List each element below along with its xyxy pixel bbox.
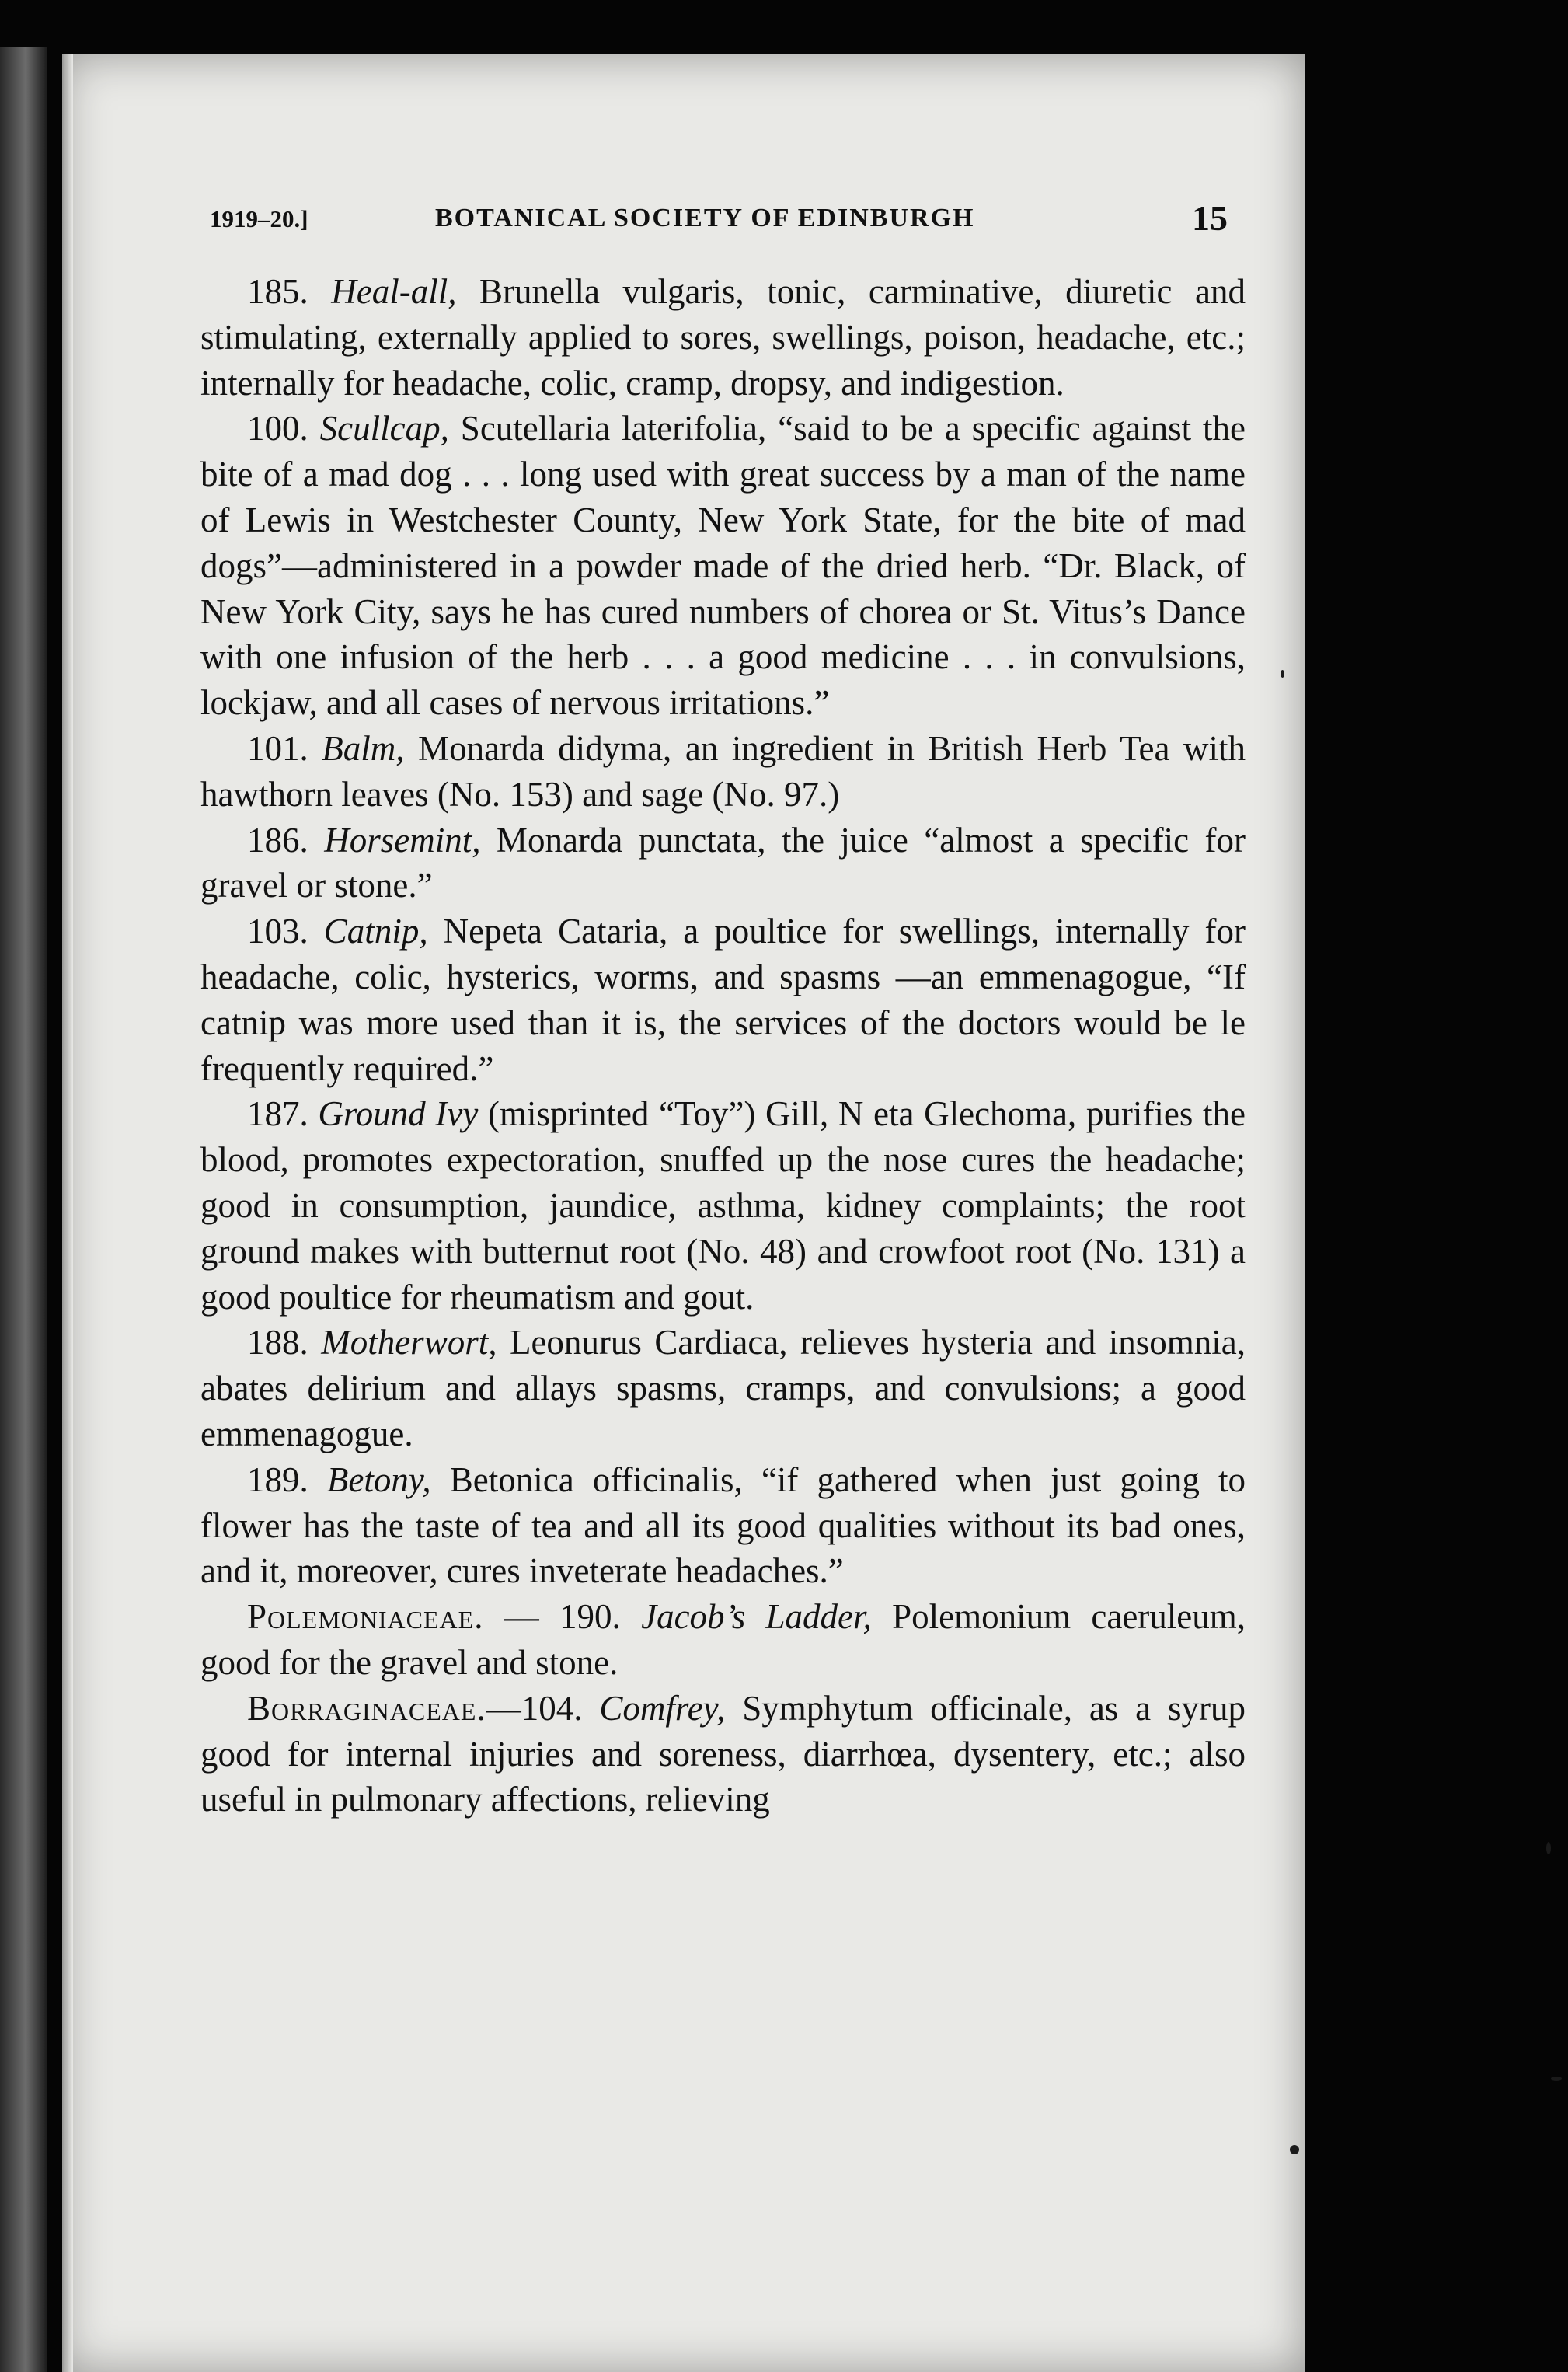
entry-family-name: Polemoniaceae.	[247, 1597, 484, 1637]
entry-text: Brunella vulgaris, tonic, carminative, diuretic and stimulating, externally applied to sores, swellings, poison, headache, etc.; internally for headache, colic, cramp, dropsy, and indigestion.	[200, 272, 1246, 403]
entry-number: 103.	[247, 912, 308, 951]
running-header	[210, 194, 1228, 249]
page-gutter-shadow	[62, 54, 73, 2372]
entry-paragraph	[200, 1686, 1246, 1823]
entry-text: Nepeta Cataria, a poultice for swellings, internally for headache, colic, hysterics, worms, and spasms —an emmenagogue, “If catnip was more used than it is, the services of the doctors would be le frequently required.”	[200, 912, 1246, 1088]
entry-common-name: Jacob’s Ladder,	[641, 1597, 872, 1637]
entry-text: Monarda didyma, an ingredient in British Herb Tea with hawthorn leaves (No. 153) and sage (No. 97.)	[200, 728, 1246, 814]
entry-text: Leonurus Cardiaca, relieves hysteria and insomnia, abates delirium and allays spasms, cramps, and convulsions; a good emmenagogue.	[200, 1323, 1246, 1453]
entry-paragraph	[200, 269, 1246, 406]
entry-number: 185.	[247, 272, 308, 311]
entry-paragraph	[200, 909, 1246, 1091]
entry-number: 188.	[247, 1323, 308, 1362]
entry-number: —104.	[486, 1688, 583, 1728]
entry-paragraph	[200, 406, 1246, 726]
entry-paragraph	[200, 818, 1246, 909]
header-page-number: 15	[1192, 198, 1228, 238]
entry-paragraph	[200, 1457, 1246, 1594]
adjacent-page-edge	[0, 47, 47, 2372]
entry-common-name: Horsemint,	[324, 820, 481, 860]
entry-common-name: Scullcap,	[319, 409, 449, 448]
header-date-range: 1919–20.]	[210, 205, 308, 232]
entry-common-name: Heal-all,	[331, 272, 457, 311]
entry-common-name: Balm,	[322, 728, 405, 768]
scan-speck	[1290, 2145, 1299, 2154]
entry-number: 100.	[247, 409, 308, 448]
scan-speck	[1281, 670, 1284, 678]
entry-text: Monarda punctata, the juice “almost a specific for gravel or stone.”	[200, 820, 1246, 905]
scan-speck	[1551, 2077, 1562, 2081]
page-body	[200, 269, 1246, 1823]
entry-number: 101.	[247, 728, 308, 768]
entry-common-name: Ground Ivy	[318, 1094, 479, 1134]
scan-speck	[1546, 1842, 1551, 1854]
entry-common-name: Motherwort,	[321, 1323, 497, 1362]
entry-paragraph	[200, 726, 1246, 818]
entry-paragraph	[200, 1091, 1246, 1320]
entry-common-name: Betony,	[326, 1460, 431, 1499]
entry-common-name: Catnip,	[323, 912, 428, 951]
entry-common-name: Comfrey,	[599, 1688, 726, 1728]
entry-number: 189.	[247, 1460, 308, 1499]
entry-number: 186.	[247, 820, 308, 860]
header-journal-title: BOTANICAL SOCIETY OF EDINBURGH	[435, 204, 975, 232]
entry-text: (misprinted “Toy”) Gill, N eta Glechoma, purifies the blood, promotes expectoration, snuffed up the nose cures the headache; good in consumption, jaundice, asthma, kidney complaints; the root ground makes with butternut root (No. 48) and crowfoot root (No. 131) a good poultice for rheumatism and gout.	[200, 1094, 1246, 1317]
entry-paragraph	[200, 1320, 1246, 1456]
entry-text: Symphytum officinale, as a syrup good for internal injuries and soreness, diarrhœa, dysentery, etc.; also useful in pulmonary affections, relieving	[200, 1688, 1246, 1819]
entry-text: Betonica officinalis, “if gathered when just going to flower has the taste of tea and all its good qualities without its bad ones, and it, moreover, cures inveterate headaches.”	[200, 1460, 1246, 1591]
entry-number: 187.	[247, 1094, 308, 1134]
entry-paragraph	[200, 1594, 1246, 1686]
entry-number: — 190.	[483, 1597, 621, 1637]
entry-text: Scutellaria laterifolia, “said to be a specific against the bite of a mad dog . . . long used with great success by a man of the name of Lewis in Westchester County, New York State, for the bite of mad dogs”—administered in a powder made of the dried herb. “Dr. Black, of New York City, says he has cured numbers of chorea or St. Vitus’s Dance with one infusion of the herb . . . a good medicine . . . in convulsions, lockjaw, and all cases of nervous irritations.”	[200, 409, 1246, 723]
entry-family-name: Borraginaceae.	[247, 1688, 486, 1728]
entry-text: Polemonium caeruleum, good for the gravel and stone.	[200, 1597, 1246, 1682]
